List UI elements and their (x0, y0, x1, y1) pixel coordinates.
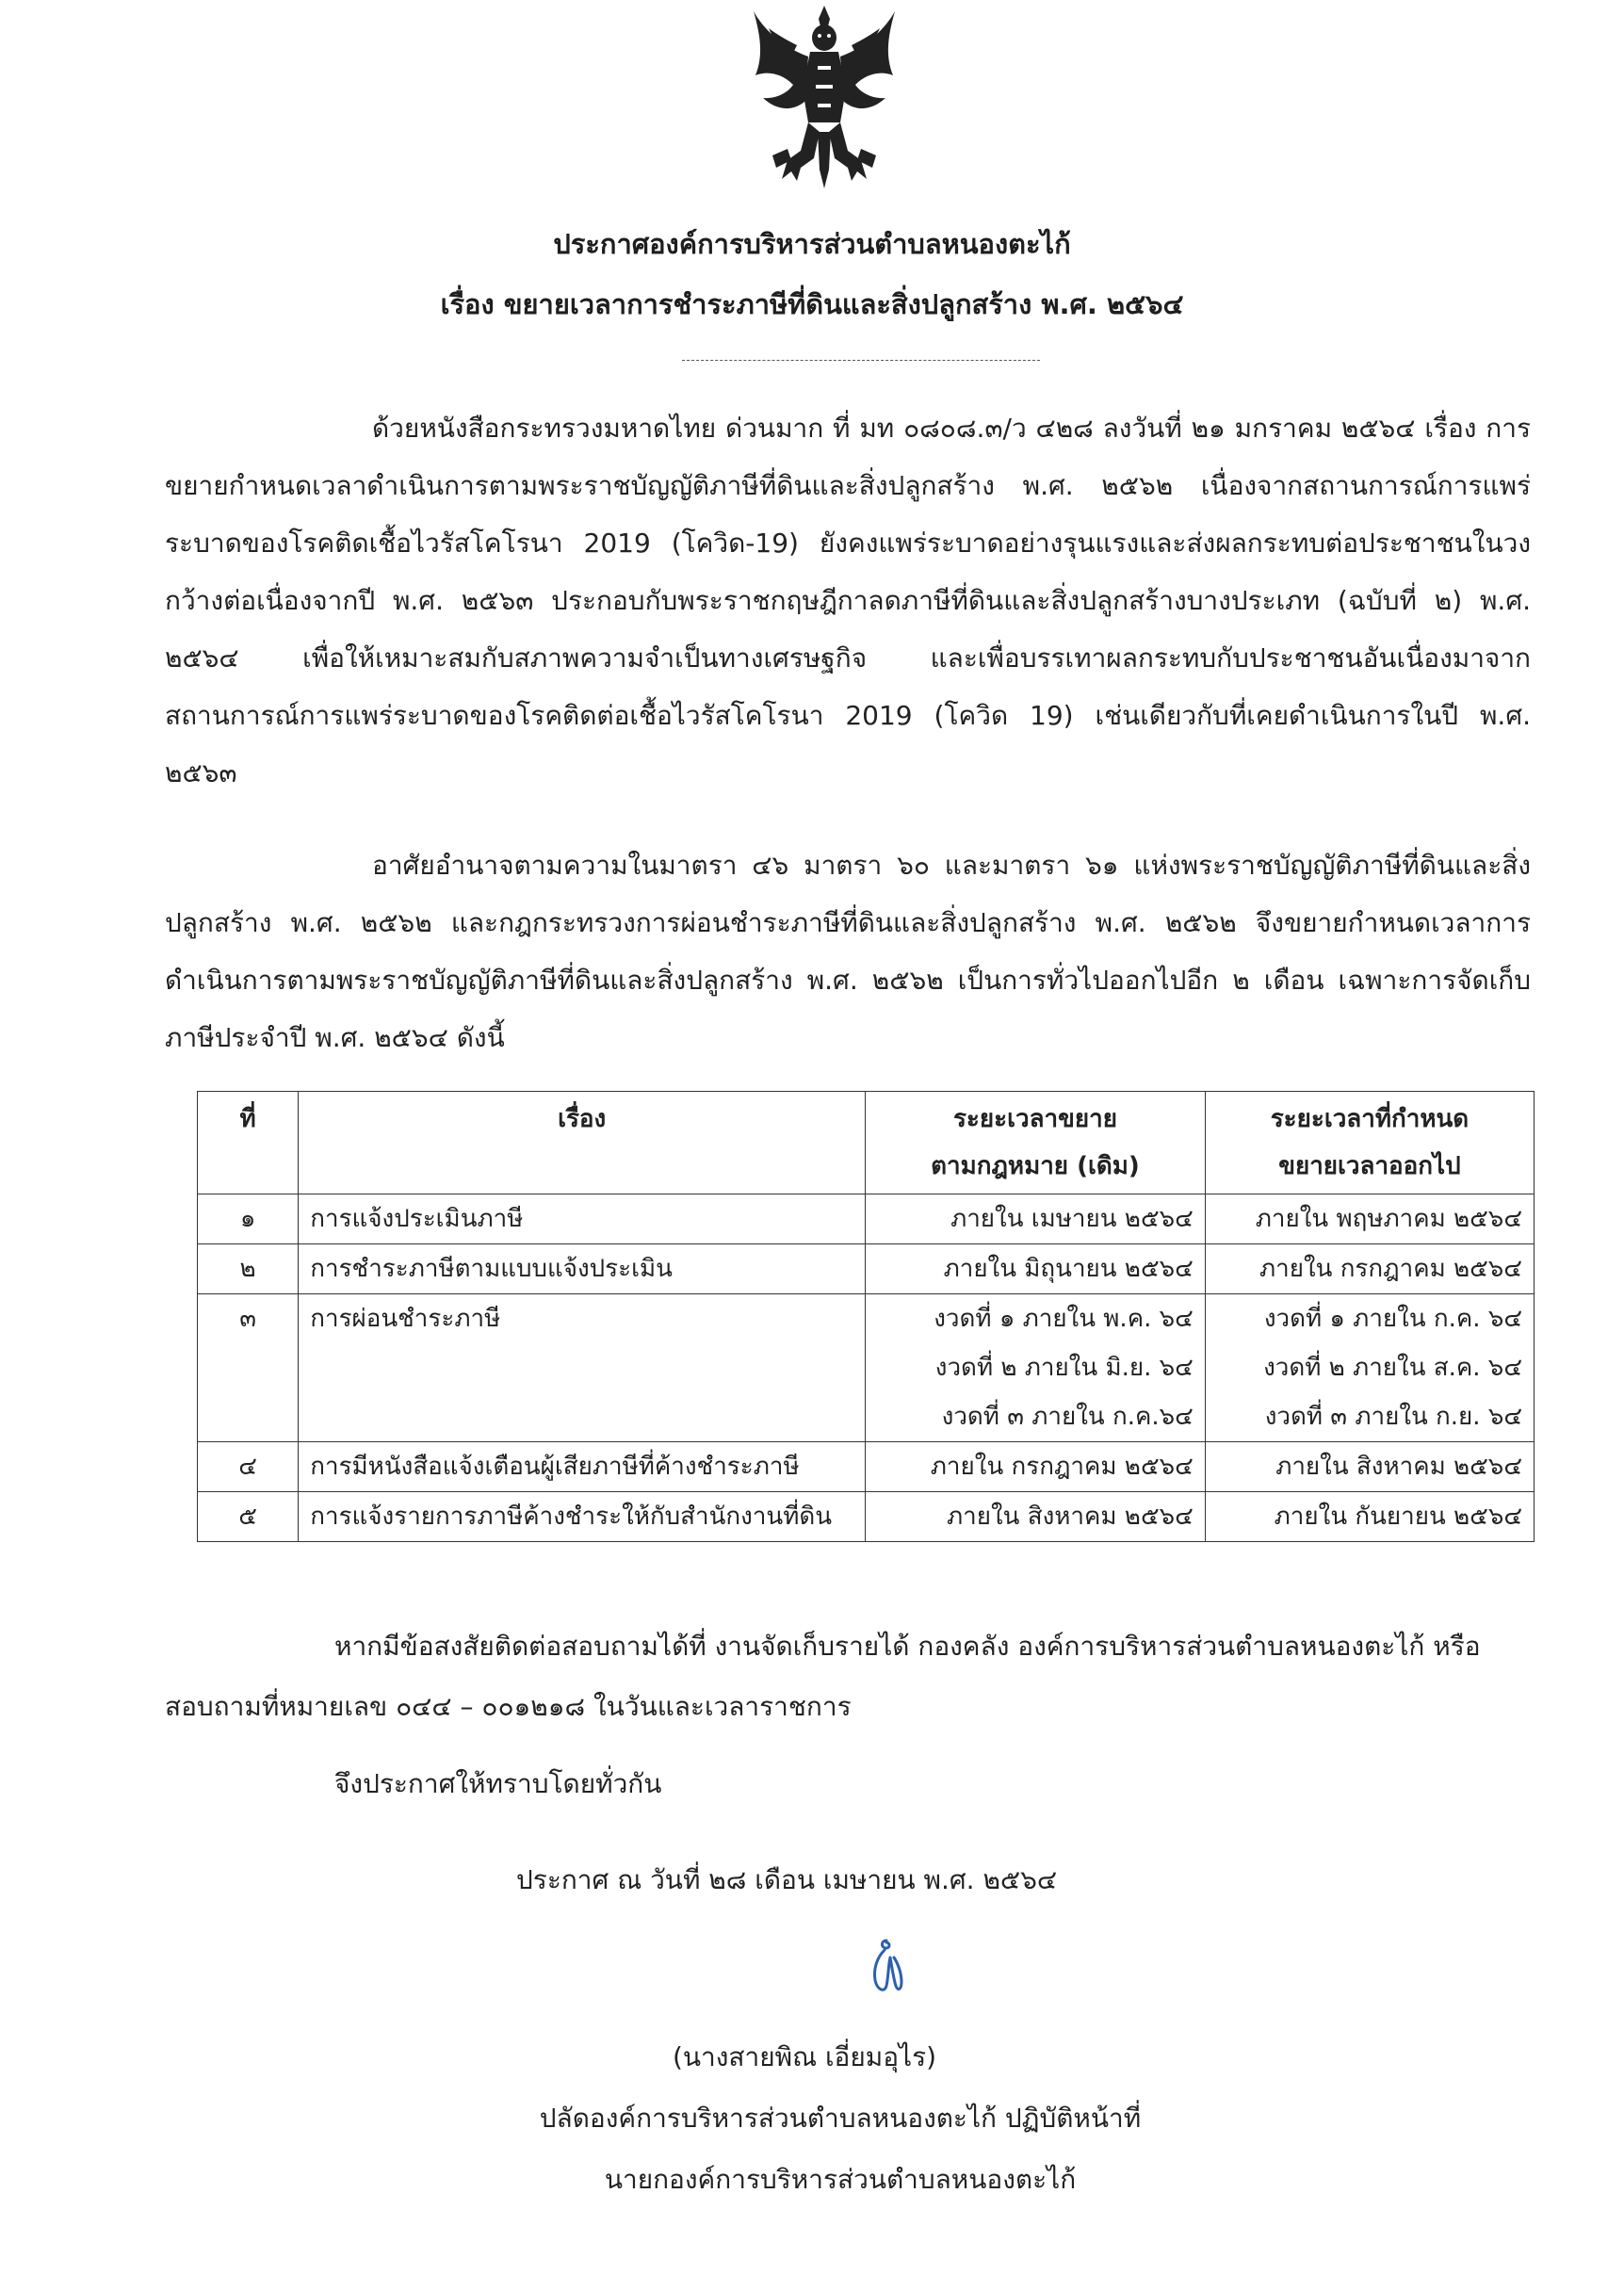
garuda-emblem-icon (735, 0, 914, 203)
row-topic: การแจ้งประเมินภาษี (299, 1194, 866, 1244)
table-row (198, 1442, 1535, 1492)
table-row (198, 1194, 1535, 1244)
row-extended-period (1205, 1294, 1534, 1442)
row-no: ๓ (198, 1294, 299, 1442)
table-row (198, 1244, 1535, 1294)
installment-1-original: งวดที่ ๑ ภายใน พ.ค. ๖๔ (934, 1305, 1194, 1333)
row-no: ๒ (198, 1244, 299, 1294)
installment-3-original: งวดที่ ๓ ภายใน ก.ค.๖๔ (941, 1403, 1194, 1431)
row-topic: การผ่อนชำระภาษี (299, 1294, 866, 1442)
header-original-line2: ตามกฎหมาย (เดิม) (931, 1152, 1140, 1180)
installment-3-extended: งวดที่ ๓ ภายใน ก.ย. ๖๔ (1264, 1403, 1522, 1431)
header-no: ที่ (198, 1092, 299, 1194)
schedule-table (197, 1091, 1535, 1542)
announcement-title: ประกาศองค์การบริหารส่วนตำบลหนองตะไก้ (553, 228, 1071, 260)
row-original-period (866, 1294, 1206, 1442)
table-header-row (198, 1092, 1535, 1194)
signer-position-line2: นายกองค์การบริหารส่วนตำบลหนองตะไก้ (604, 2164, 1077, 2195)
row-topic: การแจ้งรายการภาษีค้างชำระให้กับสำนักงานที่ดิน (299, 1492, 866, 1542)
handwritten-signature-icon (853, 1937, 918, 2003)
row-extended-period: ภายใน กรกฎาคม ๒๕๖๔ (1205, 1244, 1534, 1294)
installment-2-original: งวดที่ ๒ ภายใน มิ.ย. ๖๔ (934, 1354, 1194, 1382)
header-extended-line1: ระยะเวลาที่กำหนด (1270, 1105, 1470, 1133)
row-no: ๑ (198, 1194, 299, 1244)
row-extended-period: ภายใน สิงหาคม ๒๕๖๔ (1205, 1442, 1534, 1492)
row-no: ๕ (198, 1492, 299, 1542)
contact-paragraph: หากมีข้อสงสัยติดต่อสอบถามได้ที่ งานจัดเก็บรายได้ กองคลัง องค์การบริหารส่วนตำบลหนองตะไก้ หรือสอบถามที่หมายเลข ๐๔๔ – ๐๐๑๒๑๘ ในวันและเวลาราชการ (165, 1631, 1481, 1722)
installment-2-extended: งวดที่ ๒ ภายใน ส.ค. ๖๔ (1263, 1354, 1522, 1382)
title-divider (682, 360, 1040, 361)
row-extended-period: ภายใน กันยายน ๒๕๖๔ (1205, 1492, 1534, 1542)
row-topic: การมีหนังสือแจ้งเตือนผู้เสียภาษีที่ค้างชำระภาษี (299, 1442, 866, 1492)
body-paragraph-2: อาศัยอำนาจตามความในมาตรา ๔๖ มาตรา ๖๐ และมาตรา ๖๑ แห่งพระราชบัญญัติภาษีที่ดินและสิ่งปลูกสร้าง พ.ศ. ๒๕๖๒ และกฎกระทรวงการผ่อนชำระภาษีที่ดินและสิ่งปลูกสร้าง พ.ศ. ๒๕๖๒ จึงขยายกำหนดเวลาการดำเนินการตามพระราชบัญญัติภาษีที่ดินและสิ่งปลูกสร้าง พ.ศ. ๒๕๖๒ เป็นการทั่วไปออกไปอีก ๒ เดือน เฉพาะการจัดเก็บภาษีประจำปี พ.ศ. ๒๕๖๔ ดังนี้ (165, 850, 1531, 1053)
row-original-period: ภายใน สิงหาคม ๒๕๖๔ (866, 1492, 1206, 1542)
signer-name: (นางสายพิณ เอี่ยมอุไร) (672, 2041, 937, 2072)
announcement-subject: เรื่อง ขยายเวลาการชำระภาษีที่ดินและสิ่งปลูกสร้าง พ.ศ. ๒๕๖๔ (440, 288, 1184, 320)
header-extended-period (1205, 1092, 1534, 1194)
signer-position-line1: ปลัดองค์การบริหารส่วนตำบลหนองตะไก้ ปฏิบัติหน้าที่ (539, 2103, 1142, 2134)
table-row (198, 1492, 1535, 1542)
table-row (198, 1294, 1535, 1442)
row-original-period: ภายใน กรกฎาคม ๒๕๖๔ (866, 1442, 1206, 1492)
announce-line: จึงประกาศให้ทราบโดยทั่วกัน (334, 1768, 662, 1799)
row-no: ๔ (198, 1442, 299, 1492)
row-original-period: ภายใน เมษายน ๒๕๖๔ (866, 1194, 1206, 1244)
header-original-line1: ระยะเวลาขยาย (952, 1105, 1117, 1133)
header-extended-line2: ขยายเวลาออกไป (1278, 1152, 1461, 1180)
announcement-date: ประกาศ ณ วันที่ ๒๘ เดือน เมษายน พ.ศ. ๒๕๖๔ (516, 1864, 1058, 1895)
header-topic: เรื่อง (299, 1092, 866, 1194)
row-extended-period: ภายใน พฤษภาคม ๒๕๖๔ (1205, 1194, 1534, 1244)
header-original-period (866, 1092, 1206, 1194)
body-paragraph-1: ด้วยหนังสือกระทรวงมหาดไทย ด่วนมาก ที่ มท ๐๘๐๘.๓/ว ๔๒๘ ลงวันที่ ๒๑ มกราคม ๒๕๖๔ เรื่อง การขยายกำหนดเวลาดำเนินการตามพระราชบัญญัติภาษีที่ดินและสิ่งปลูกสร้าง พ.ศ. ๒๕๖๒ เนื่องจากสถานการณ์การแพร่ระบาดของโรคติดเชื้อไวรัสโคโรนา 2019 (โควิด-19) ยังคงแพร่ระบาดอย่างรุนแรงและส่งผลกระทบต่อประชาชนในวงกว้างต่อเนื่องจากปี พ.ศ. ๒๕๖๓ ประกอบกับพระราชกฤษฎีกาลดภาษีที่ดินและสิ่งปลูกสร้างบางประเภท (ฉบับที่ ๒) พ.ศ. ๒๕๖๔ เพื่อให้เหมาะสมกับสภาพความจำเป็นทางเศรษฐกิจ และเพื่อบรรเทาผลกระทบกับประชาชนอันเนื่องมาจากสถานการณ์การแพร่ระบาดของโรคติดต่อเชื้อไวรัสโคโรนา 2019 (โควิด 19) เช่นเดียวกับที่เคยดำเนินการในปี พ.ศ. ๒๕๖๓ (165, 413, 1531, 788)
row-original-period: ภายใน มิถุนายน ๒๕๖๔ (866, 1244, 1206, 1294)
row-topic: การชำระภาษีตามแบบแจ้งประเมิน (299, 1244, 866, 1294)
installment-1-extended: งวดที่ ๑ ภายใน ก.ค. ๖๔ (1263, 1305, 1522, 1333)
